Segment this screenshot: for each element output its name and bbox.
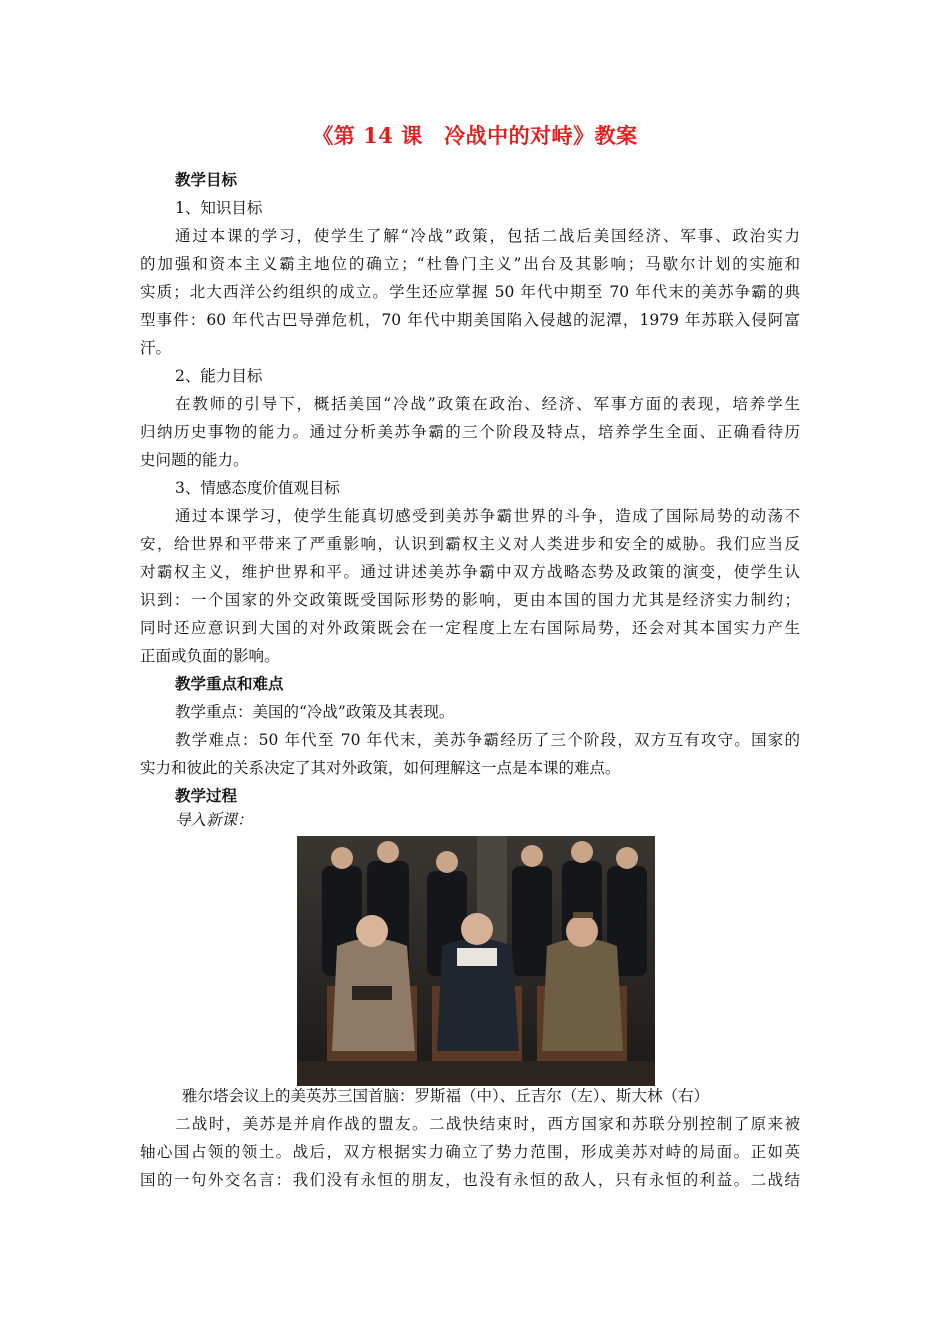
subheading-knowledge: 1、知识目标 (175, 199, 263, 217)
subheading-ability: 2、能力目标 (175, 367, 263, 385)
subheading-emotion: 3、情感态度价值观目标 (175, 479, 340, 497)
yalta-conference-photo (297, 836, 655, 1086)
paragraph-line: 通过本课的学习，使学生了解“冷战”政策，包括二战后美国经济、军事、政治实力 (175, 227, 800, 245)
paragraph-line: 实力和彼此的关系决定了其对外政策，如何理解这一点是本课的难点。 (140, 759, 621, 777)
paragraph-line: 教学重点：美国的“冷战”政策及其表现。 (175, 703, 455, 721)
paragraph-line: 对霸权主义，维护世界和平。通过讲述美苏争霸中双方战略态势及政策的演变，使学生认 (140, 563, 800, 581)
section-heading-focus: 教学重点和难点 (175, 674, 284, 693)
paragraph-line: 史问题的能力。 (140, 451, 249, 469)
paragraph-line: 归纳历史事物的能力。通过分析美苏争霸的三个阶段及特点，培养学生全面、正确看待历 (140, 423, 800, 441)
photo-caption: 雅尔塔会议上的美英苏三国首脑：罗斯福（中）、丘吉尔（左）、斯大林（右） (182, 1087, 710, 1105)
paragraph-line: 识到：一个国家的外交政策既受国际形势的影响，更由本国的国力尤其是经济实力制约； (140, 591, 800, 609)
paragraph-line: 汗。 (140, 339, 172, 357)
section-heading-objectives: 教学目标 (175, 170, 238, 189)
page-title: 《第 14 课 冷战中的对峙》教案 (312, 123, 638, 148)
intro-label: 导入新课： (175, 811, 253, 829)
paragraph-line: 同时还应意识到大国的对外政策既会在一定程度上左右国际局势，还会对其本国实力产生 (140, 619, 800, 637)
paragraph-line: 安，给世界和平带来了严重影响，认识到霸权主义对人类进步和安全的威胁。我们应当反 (140, 535, 800, 553)
photo-illustration (297, 836, 655, 1086)
section-heading-process: 教学过程 (175, 786, 238, 805)
paragraph-line: 轴心国占领的领土。战后，双方根据实力确立了势力范围，形成美苏对峙的局面。正如英 (140, 1143, 800, 1161)
paragraph-line: 的加强和资本主义霸主地位的确立；“杜鲁门主义”出台及其影响；马歇尔计划的实施和 (140, 255, 800, 273)
paragraph-line: 通过本课学习，使学生能真切感受到美苏争霸世界的斗争，造成了国际局势的动荡不 (175, 507, 800, 525)
paragraph-line: 国的一句外交名言：我们没有永恒的朋友，也没有永恒的敌人，只有永恒的利益。二战结 (140, 1171, 800, 1189)
paragraph-line: 二战时，美苏是并肩作战的盟友。二战快结束时，西方国家和苏联分别控制了原来被 (175, 1115, 800, 1133)
paragraph-line: 实质；北大西洋公约组织的成立。学生还应掌握 50 年代中期至 70 年代末的美苏争霸的典 (140, 283, 800, 301)
paragraph-line: 教学难点：50 年代至 70 年代末，美苏争霸经历了三个阶段，双方互有攻守。国家的 (175, 731, 800, 749)
paragraph-line: 型事件：60 年代古巴导弹危机，70 年代中期美国陷入侵越的泥潭，1979 年苏联入侵阿富 (140, 311, 800, 329)
paragraph-line: 在教师的引导下，概括美国“冷战”政策在政治、经济、军事方面的表现，培养学生 (175, 395, 800, 413)
paragraph-line: 正面或负面的影响。 (140, 647, 280, 665)
